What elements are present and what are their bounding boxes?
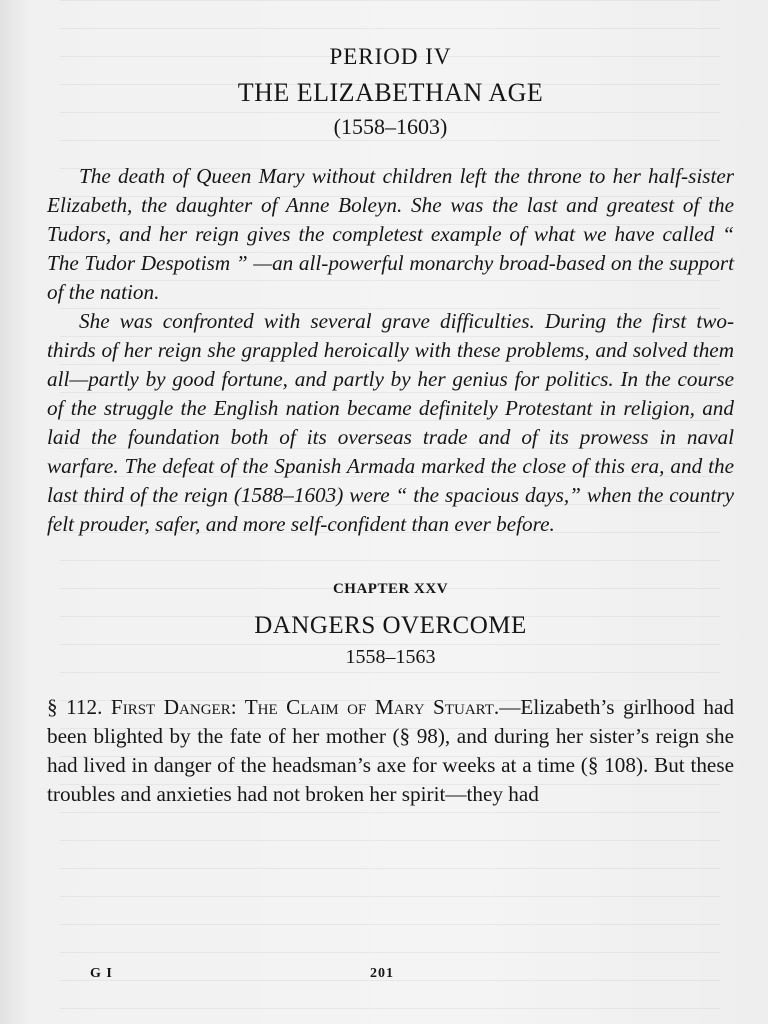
period-dates: (1558–1603) xyxy=(333,114,448,139)
page-number: 201 xyxy=(370,966,394,981)
intro-paragraph: She was confronted with several grave difficulties. During the first two-thirds of her reign she grappled heroically with these problems, and solved them all—partly by good fortune, and partly by her genius for politics. In the course of the struggle the English nation became definitely Protestant in religion, and laid the foundation both of its overseas trade and of its prowess in naval warfare. The defeat of the Spanish Armada marked the close of this era, and the last third of the reign (1588–1603) were “ the spacious days,” when the country felt prouder, safer, and more self-confident than ever before. xyxy=(47,309,734,536)
intro-paragraph: The death of Queen Mary without children left the throne to her half-sister Elizabeth, the daughter of Anne Boleyn. She was the last and greatest of the Tudors, and her reign gives the completest example of what we have called “ The Tudor Despotism ” —an all-powerful monarchy broad-based on the support of the nation. xyxy=(47,164,734,304)
signature-mark: G I xyxy=(90,966,113,981)
chapter-dates: 1558–1563 xyxy=(345,646,436,668)
section-text: —Elizabeth’s girlhood had been blighted by the fate of her mother (§ 98), and during her sister’s reign she had lived in danger of the headsman’s axe for weeks at a time (§ 108). But these troubles and anxieties had not broken her spirit—they had xyxy=(47,695,734,806)
section-paragraph xyxy=(47,693,734,809)
chapter-label: CHAPTER XXV xyxy=(332,581,449,597)
period-title: THE ELIZABETHAN AGE xyxy=(237,78,544,107)
page-content xyxy=(47,38,734,809)
chapter-title: DANGERS OVERCOME xyxy=(254,612,527,639)
section-heading: § 112. First Danger: The Claim of Mary Stuart. xyxy=(47,695,500,719)
period-introduction xyxy=(47,162,734,539)
period-heading: PERIOD IV xyxy=(329,44,452,69)
